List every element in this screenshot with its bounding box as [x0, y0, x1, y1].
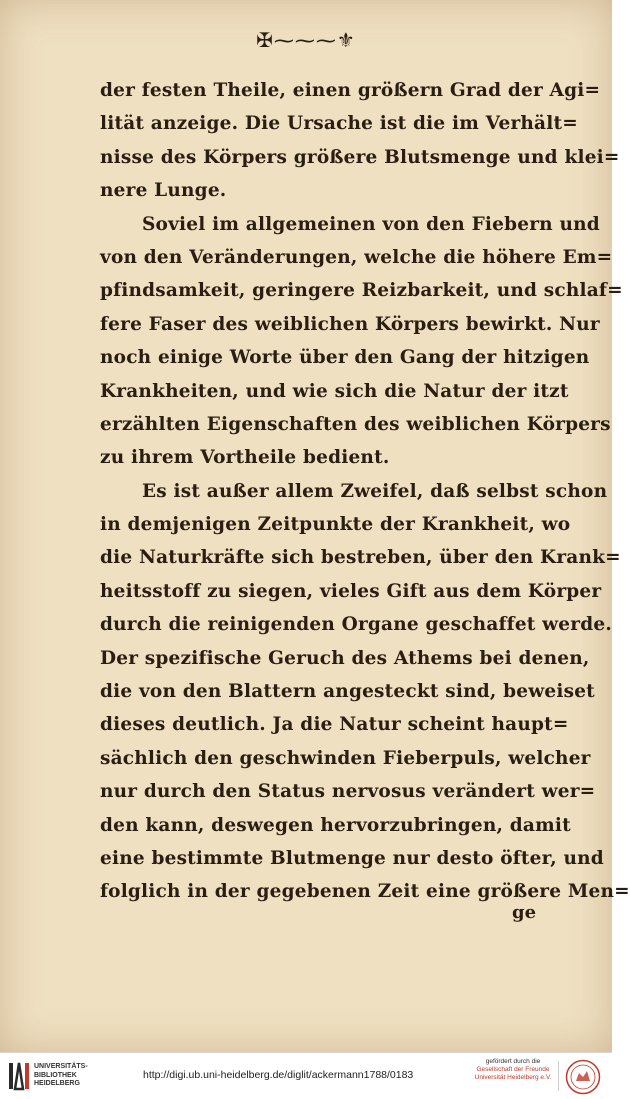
text-line: erzählten Eigenschaften des weiblichen Körpers — [100, 413, 611, 435]
permalink-url[interactable]: http://digi.ub.uni-heidelberg.de/diglit/ackermann1788/0183 — [143, 1069, 414, 1081]
text-line: nur durch den Status nervosus verändert wer= — [100, 781, 596, 803]
text-line: noch einige Worte über den Gang der hitzigen — [100, 347, 590, 369]
text-line: von den Veränderungen, welche die höhere Em= — [100, 246, 613, 268]
text-line: nisse des Körpers größere Blutsmenge und klei= — [100, 146, 620, 168]
text-line: zu ihrem Vortheile bedient. — [100, 447, 390, 469]
text-line: den kann, deswegen hervorzubringen, damit — [100, 814, 571, 836]
funding-credit: gefördert durch die Gesellschaft der Freunde Universität Heidelberg e.V. — [474, 1058, 552, 1081]
text-line: heitsstoff zu siegen, vieles Gift aus dem Körper — [100, 580, 602, 602]
text-line: pfindsamkeit, geringere Reizbarkeit, und schlaf= — [100, 280, 623, 302]
text-line: die Naturkräfte sich bestreben, über den Krank= — [100, 547, 621, 569]
footer-divider — [558, 1061, 559, 1091]
text-line: lität anzeige. Die Ursache ist die im Verhält= — [100, 113, 578, 135]
footer-bar — [0, 1052, 612, 1099]
library-name: UNIVERSITÄTS- BIBLIOTHEK HEIDELBERG — [34, 1063, 88, 1087]
header-ornament: ✠⁓⁓⁓⚜ — [256, 28, 356, 52]
text-line: eine bestimmte Blutmenge nur desto öfter, und — [100, 847, 604, 869]
catchword: ge — [512, 902, 537, 923]
text-line: dieses deutlich. Ja die Natur scheint haupt= — [100, 714, 569, 736]
text-line: die von den Blattern angesteckt sind, beweiset — [100, 681, 595, 703]
text-line: fere Faser des weiblichen Körpers bewirkt. Nur — [100, 313, 600, 335]
text-line: folglich in der gegebenen Zeit eine größere Men= — [100, 881, 630, 903]
text-line: Krankheiten, und wie sich die Natur der itzt — [100, 380, 569, 402]
body-text — [100, 74, 630, 909]
text-line: in demjenigen Zeitpunkte der Krankheit, wo — [100, 514, 571, 536]
library-logo-icon — [8, 1061, 30, 1091]
text-line: nere Lunge. — [100, 180, 227, 202]
society-seal-icon — [565, 1059, 601, 1095]
text-line: Der spezifische Geruch des Athems bei denen, — [100, 647, 590, 669]
text-line: sächlich den geschwinden Fieberpuls, welcher — [100, 747, 591, 769]
text-line: Es ist außer allem Zweifel, daß selbst schon — [142, 480, 608, 502]
text-line: Soviel im allgemeinen von den Fiebern und — [142, 213, 600, 235]
text-line: der festen Theile, einen größern Grad der Agi= — [100, 80, 601, 101]
text-line: durch die reinigenden Organe geschaffet werde. — [100, 614, 612, 636]
